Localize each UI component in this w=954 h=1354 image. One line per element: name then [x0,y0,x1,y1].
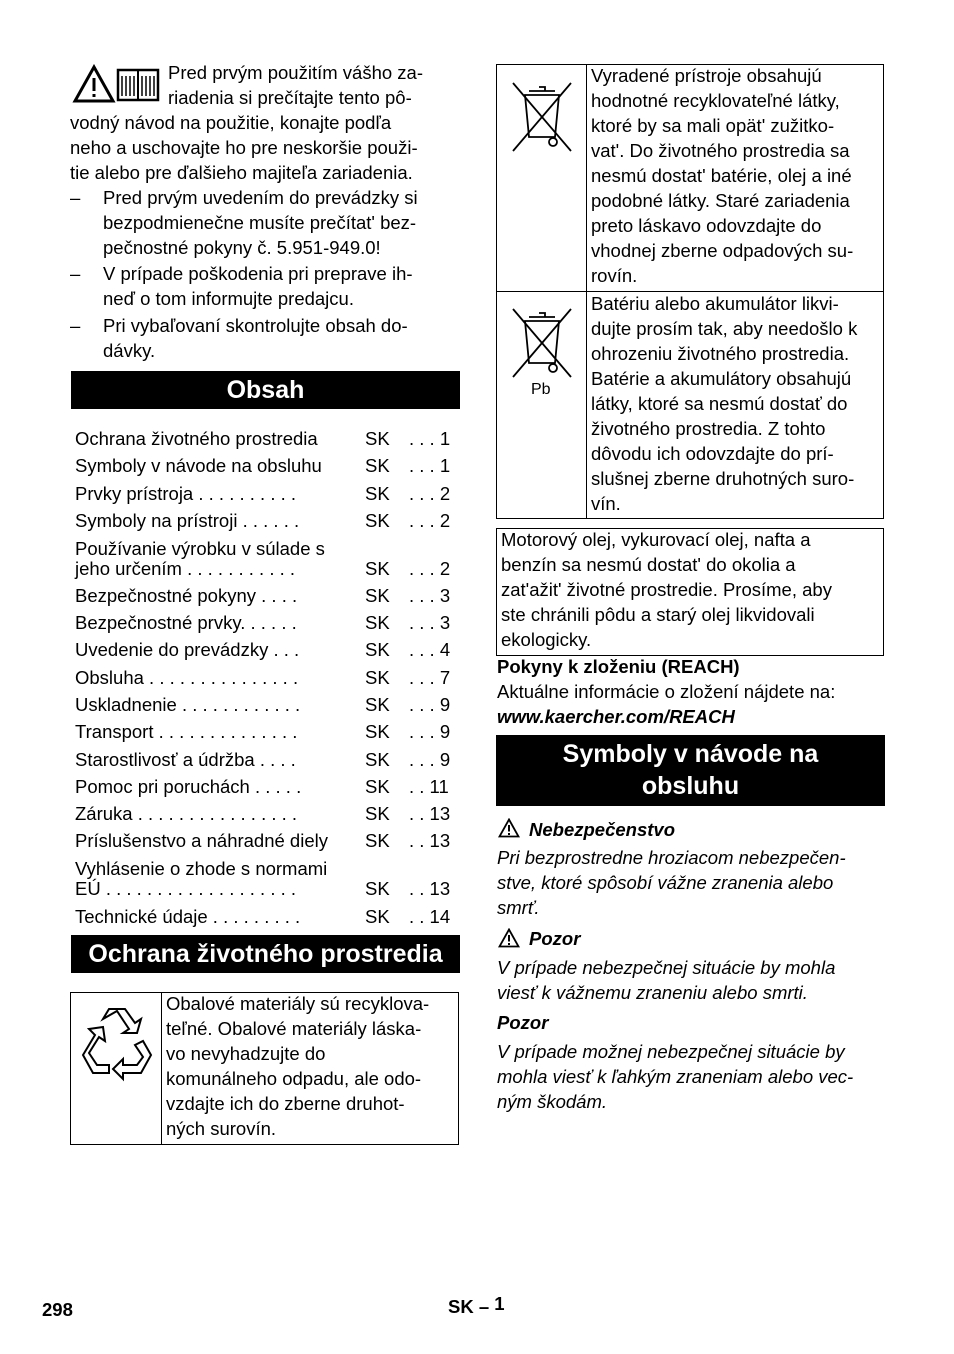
toc-row[interactable] [75,508,455,535]
toc-title: Ochrana životného prostredia [75,428,318,449]
toc-page: . . . 2 [409,510,451,531]
danger-text-line: smrť. [497,897,540,918]
symbols-heading-line: Symboly v návode na [562,740,819,768]
symbols-heading-line: obsluhu [641,772,740,800]
toc-row[interactable] [75,637,455,664]
weee-text-line: preto láskavo odovzdajte do [591,215,822,236]
toc-row[interactable] [75,719,455,746]
warning-triangle-icon [498,818,520,838]
list-item-line: V prípade poškodenia pri preprave ih- [103,263,413,284]
warning-manual-icons [72,64,162,104]
danger-text-line: Pri bezprostredne hroziacom nebezpečen- [497,847,846,868]
warning-triangle-icon [72,64,162,104]
intro-line: tie alebo pre ďalšieho majiteľa zariadenia. [70,162,413,183]
warning-title: Pozor [529,928,581,949]
battery-text-line: vín. [591,493,621,514]
list-dash: – [70,187,81,208]
reach-heading: Pokyny k zloženiu (REACH) [497,656,740,677]
toc-row[interactable] [75,583,455,610]
disposal-table [496,64,884,519]
toc-row[interactable] [75,665,455,692]
weee-text-line: hodnotné recyklovateľné látky, [591,90,840,111]
battery-text-line: ohrozeniu životného prostredia. [591,343,850,364]
list-item-line: bezpodmienečne musíte prečítat' bez- [103,212,417,233]
oil-text-line: benzín sa nesmú dostat' do okolia a [501,554,796,575]
intro-line: Pred prvým použitím vášho za- [168,62,423,83]
symbols-heading [496,735,885,806]
toc-page: . . . 1 [409,455,451,476]
footer-lang: SK [448,1296,474,1317]
oil-text-line: ste chránili pôdu a starý olej likvidovali [501,604,815,625]
list-item-line: Pred prvým uvedením do prevádzky si [103,187,418,208]
list-item-line: Pri vybaľovaní skontrolujte obsah do- [103,315,408,336]
toc-title: Prvky prístroja . . . . . . . . . . [75,483,297,504]
toc-lang: SK [365,667,390,688]
battery-text-line: slušnej zberne druhotných suro- [591,468,855,489]
footer-local-page [448,1294,505,1319]
toc-page: . . . 9 [409,721,451,742]
intro-line: vodný návod na použitie, konajte podľa [70,112,392,133]
toc-title: Bezpečnostné pokyny . . . . [75,585,298,606]
toc-row[interactable] [75,610,455,637]
toc-lang: SK [365,721,390,742]
toc-lang: SK [365,428,390,449]
crossed-bin-icon [509,79,575,159]
toc-title: Symboly v návode na obsluhu [75,455,322,476]
caution-text-line: V prípade možnej nebezpečnej situácie by [497,1041,845,1062]
oil-text-line: zat'ažit' životné prostredie. Prosíme, aby [501,579,832,600]
list-item-line: pečnostné pokyny č. 5.951-949.0! [103,237,381,258]
weee-text-line: podobné látky. Staré zariadenia [591,190,850,211]
recycle-text-line: Obalové materiály sú recyklova- [166,993,430,1014]
danger-text [497,845,885,920]
toc-row[interactable] [75,481,455,508]
battery-text-line: látky, ktoré sa nesmú dostať do [591,393,848,414]
toc-lang: SK [365,558,390,579]
toc-lang: SK [365,906,390,927]
toc-lang: SK [365,455,390,476]
toc-page: . . 11 [409,776,449,797]
toc-lang: SK [365,694,390,715]
recycle-text-line: vzdajte ich do zberne druhot- [166,1093,405,1114]
danger-text-line: stve, ktoré spôsobí vážne zranenia alebo [497,872,834,893]
recycle-text-line: vo nevyhadzujte do [166,1043,326,1064]
manual-book-icon [118,70,158,100]
toc-heading: Obsah [71,371,460,409]
toc-page: . . . 9 [409,749,451,770]
danger-title: Nebezpečenstvo [529,819,675,840]
oil-box [496,528,884,656]
toc-title: Príslušenstvo a náhradné diely [75,830,328,851]
toc-lang: SK [365,749,390,770]
toc-lang: SK [365,639,390,660]
toc-title: Uskladnenie . . . . . . . . . . . . [75,694,301,715]
toc-page: . . 14 [409,906,451,927]
reach-text: Aktuálne informácie o zložení nájdete na: [497,681,836,702]
toc-row[interactable] [75,774,455,801]
intro-line: riadenia si prečítajte tento pô- [168,87,412,108]
toc-page: . . 13 [409,830,451,851]
recycle-box [70,992,459,1145]
toc-lang: SK [365,830,390,851]
list-dash: – [70,315,81,336]
warning-triangle-icon [498,928,520,948]
toc-lang: SK [365,803,390,824]
battery-text-line: Batérie a akumulátory obsahujú [591,368,852,389]
toc-page: . . . 3 [409,612,451,633]
toc-lang: SK [365,776,390,797]
battery-text-line: dujte prosím tak, aby needošlo k [591,318,858,339]
toc-title: Bezpečnostné prvky. . . . . . [75,612,297,633]
toc-lang: SK [365,878,390,899]
weee-text-line: nesmú dostat' batérie, olej a iné [591,165,852,186]
battery-pb-label: Pb [531,381,551,398]
battery-text-line: dôvodu ich odovzdajte do prí- [591,443,834,464]
toc-lang: SK [365,483,390,504]
list-item-line: dávky. [103,340,156,361]
toc-title: Obsluha . . . . . . . . . . . . . . . [75,667,299,688]
toc-title: Záruka . . . . . . . . . . . . . . . . [75,803,298,824]
crossed-battery-bin-icon [509,305,575,385]
toc-row[interactable] [75,801,455,828]
toc-row[interactable] [75,453,455,480]
battery-text-line: životného prostredia. Z tohto [591,418,826,439]
warning-text-line: V prípade nebezpečnej situácie by mohla [497,957,836,978]
toc-lang: SK [365,585,390,606]
toc-title: Symboly na prístroji . . . . . . [75,510,300,531]
toc-title: Starostlivosť a údržba . . . . [75,749,296,770]
weee-text-line: rovín. [591,265,638,286]
env-heading: Ochrana životného prostredia [71,935,460,973]
toc-title: Pomoc pri poruchách . . . . . [75,776,302,797]
oil-text-line: ekologicky. [501,629,592,650]
footer-dash: – [478,1296,490,1317]
toc-title-cont: jeho určením . . . . . . . . . . . [75,558,296,579]
toc-lang: SK [365,612,390,633]
oil-text-line: Motorový olej, vykurovací olej, nafta a [501,529,811,550]
intro-line: neho a uschovajte ho pre neskoršie použi- [70,137,418,158]
toc-page: . . . 2 [409,483,451,504]
list-dash: – [70,263,81,284]
caution-text-line: mohla viesť k ľahkým zraneniam alebo vec- [497,1066,854,1087]
toc-row[interactable] [75,426,455,453]
toc-page: . . . 3 [409,585,451,606]
toc-page: . . . 4 [409,639,451,660]
weee-text-line: ktoré by sa mali opät' zužitko- [591,115,835,136]
toc-row[interactable] [75,828,455,855]
weee-text-line: vhodnej zberne odpadových su- [591,240,854,261]
toc-row[interactable] [75,904,455,931]
toc-page: . . . 1 [409,428,451,449]
warning-text-line: viesť k vážnemu zraneniu alebo smrti. [497,982,808,1003]
list-item-line: neď o tom informujte predajcu. [103,288,354,309]
recycle-text-line: teľné. Obalové materiály láska- [166,1018,422,1039]
toc-title-cont: EÚ . . . . . . . . . . . . . . . . . . . [75,878,297,899]
toc-page: . . 13 [409,878,451,899]
toc-page: . . . 7 [409,667,451,688]
toc-title: Technické údaje . . . . . . . . . [75,906,301,927]
toc-page: . . . 2 [409,558,451,579]
toc-page: . . 13 [409,803,451,824]
toc-row[interactable] [75,856,455,906]
toc-title: Uvedenie do prevádzky . . . [75,639,300,660]
toc-row[interactable] [75,692,455,719]
battery-text-line: Batériu alebo akumulátor likvi- [591,293,839,314]
reach-link[interactable]: www.kaercher.com/REACH [497,706,735,727]
recycle-text-line: ných surovín. [166,1118,277,1139]
weee-text-line: vat'. Do životného prostredia sa [591,140,850,161]
toc-title: Používanie výrobku v súlade s [75,538,325,559]
caution-text-line: ným škodám. [497,1091,608,1112]
page-number: 298 [42,1299,73,1320]
toc-title: Transport . . . . . . . . . . . . . . [75,721,298,742]
caution-title: Pozor [497,1012,549,1033]
toc-row[interactable] [75,747,455,774]
caution-text [497,1039,885,1114]
toc-page: . . . 9 [409,694,451,715]
toc-lang: SK [365,510,390,531]
toc-title: Vyhlásenie o zhode s normami [75,858,328,879]
warning-text [497,955,885,1005]
footer-local-number: 1 [494,1293,505,1314]
weee-text-line: Vyradené prístroje obsahujú [591,65,822,86]
recycle-text-line: komunálneho odpadu, ale odo- [166,1068,422,1089]
toc-row[interactable] [75,536,455,586]
recycle-icon [79,1007,155,1083]
